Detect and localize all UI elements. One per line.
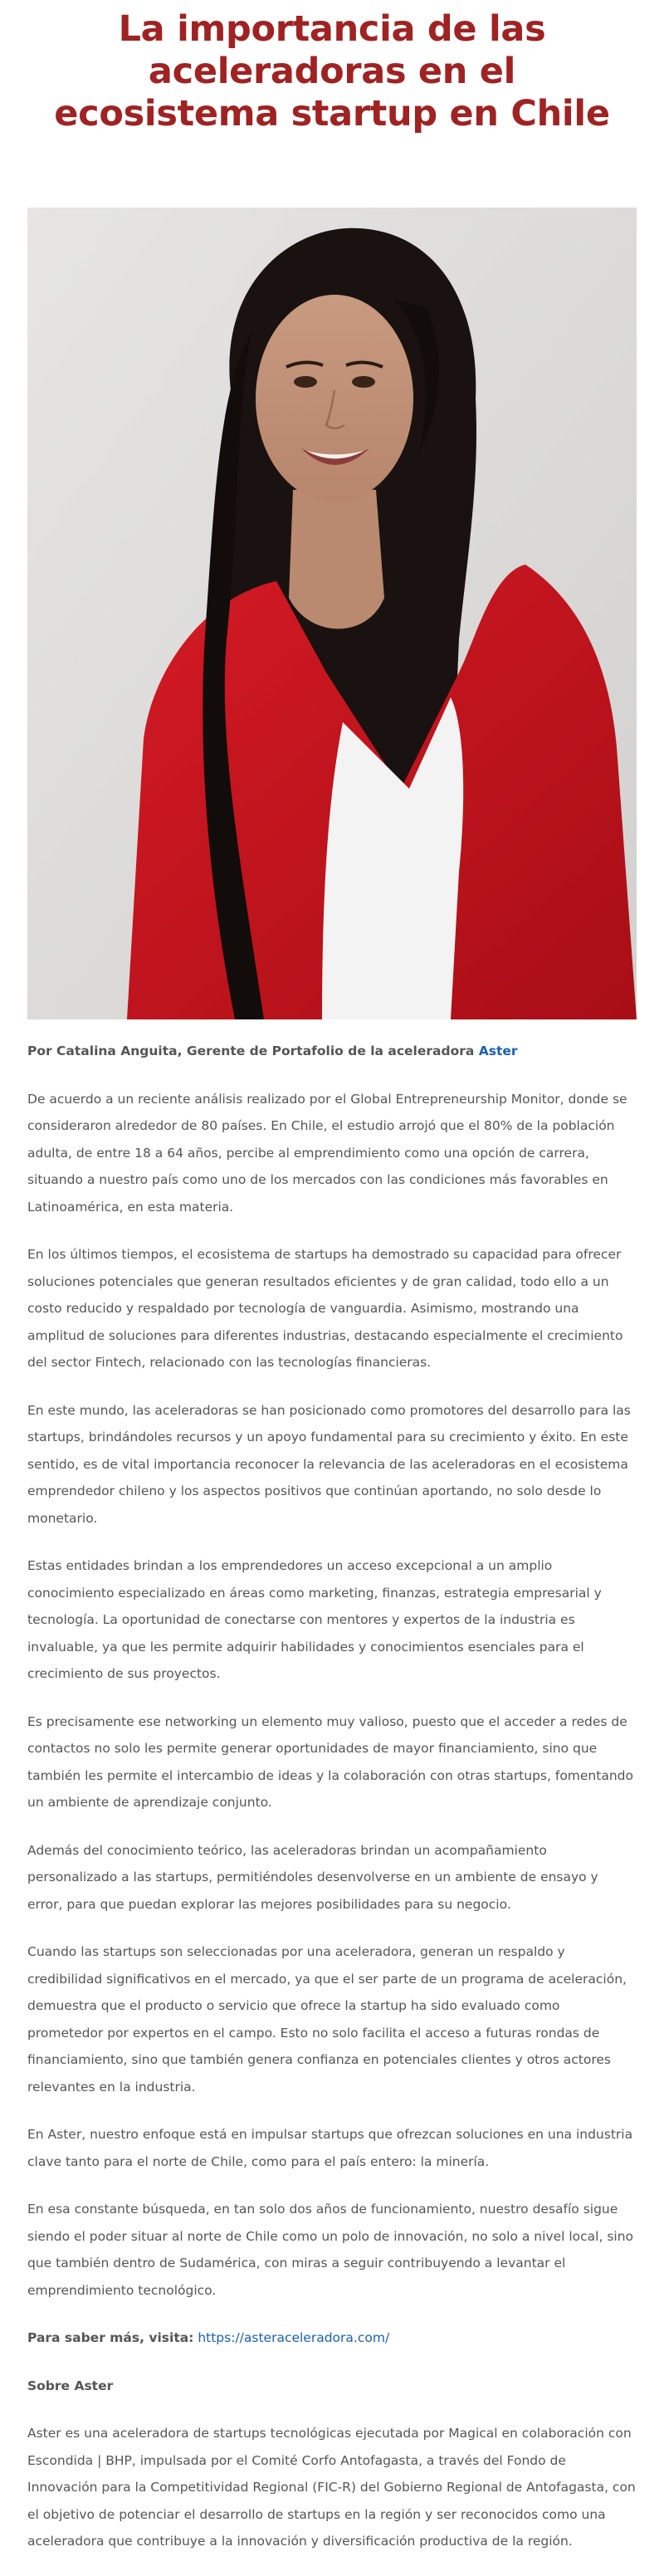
website-link[interactable]: https://asteraceleradora.com/ xyxy=(198,2330,390,2345)
paragraph: En este mundo, las aceleradoras se han posicionado como promotores del desarrollo para las startups, brindándoles recursos y un apoyo fundamental para su crecimiento y éxito. En este sentido, es de vital importancia reconocer la relevancia de las aceleradoras en el ecosistema emprendedor chileno y los aspectos positivos que continúan aportando, no solo desde lo monetario. xyxy=(27,1402,631,1526)
about-paragraph: Aster es una aceleradora de startups tecnológicas ejecutada por Magical en colaboración con Escondida | BHP, impulsada por el Comité Corfo Antofagasta, a través del Fondo de Innovación para la Competitividad Regional (FIC-R) del Gobierno Regional de Antofagasta, con el objetivo de potenciar el desarrollo de startups en la región y ser reconocidos como una aceleradora que contribuye a la innovación y diversificación productiva de la región. xyxy=(27,2426,636,2549)
author-photo xyxy=(27,208,637,1019)
paragraph: En los últimos tiempos, el ecosistema de startups ha demostrado su capacidad para ofrecer soluciones potenciales que generan resultados eficientes y de gran calidad, todo ello a un costo reducido y respaldado por tecnología de vanguardia. Asimismo, mostrando una amplitud de soluciones para diferentes industrias, destacando especialmente el crecimiento del sector Fintech, relacionado con las tecnologías financieras. xyxy=(27,1247,623,1370)
paragraph: Es precisamente ese networking un elemento muy valioso, puesto que el acceder a redes de contactos no solo les permite generar oportunidades de mayor financiamiento, sino que también les permite el intercambio de ideas y la colaboración con otras startups, fomentando un ambiente de aprendizaje conjunto. xyxy=(27,1713,633,1810)
more-info xyxy=(27,2324,637,2352)
paragraph: En esa constante búsqueda, en tan solo dos años de funcionamiento, nuestro desafío sigue siendo el poder situar al norte de Chile como un polo de innovación, no solo a nivel local, sino que también dentro de Sudamérica, con miras a seguir contribuyendo a levantar el emprendimiento tecnológico. xyxy=(27,2202,634,2298)
article-title: La importancia de las aceleradoras en el ecosistema startup en Chile xyxy=(54,8,610,134)
byline-text: Por Catalina Anguita, Gerente de Portafolio de la aceleradora xyxy=(27,1044,479,1058)
more-info-label: Para saber más, visita: xyxy=(27,2330,194,2345)
about-heading: Sobre Aster xyxy=(27,2378,114,2393)
paragraph: De acuerdo a un reciente análisis realizado por el Global Entrepreneurship Monitor, donde se consideraron alrededor de 80 países. En Chile, el estudio arrojó que el 80% de la población adulta, de entre 18 a 64 años, percibe al emprendimiento como una opción de carrera, situando a nuestro país como uno de los mercados con las condiciones más favorables en Latinoamérica, en esta materia. xyxy=(27,1091,627,1215)
paragraph: Además del conocimiento teórico, las aceleradoras brindan un acompañamiento personalizado a las startups, permitiéndoles desenvolverse en un ambiente de ensayo y error, para que puedan explorar las mejores posibilidades para su negocio. xyxy=(27,1842,598,1912)
byline xyxy=(27,1038,637,1065)
article-body xyxy=(27,1038,637,2576)
paragraph: Cuando las startups son seleccionadas por una aceleradora, generan un respaldo y credibilidad significativos en el mercado, ya que el ser parte de un programa de aceleración, demuestra que el producto o servicio que ofrece la startup ha sido evaluado como prometedor por expertos en el campo. Esto no solo facilita el acceso a futuras rondas de financiamiento, sino que también genera confianza en potenciales clientes y otros actores relevantes en la industria. xyxy=(27,1944,627,2095)
paragraph: En Aster, nuestro enfoque está en impulsar startups que ofrezcan soluciones en una industria clave tanto para el norte de Chile, como para el país entero: la minería. xyxy=(27,2127,633,2169)
paragraph: Estas entidades brindan a los emprendedores un acceso excepcional a un amplio conocimiento especializado en áreas como marketing, finanzas, estrategia empresarial y tecnología. La oportunidad de conectarse con mentores y expertos de la industria es invaluable, ya que les permite adquirir habilidades y conocimientos esenciales para el crecimiento de sus proyectos. xyxy=(27,1558,602,1681)
aster-link[interactable]: Aster xyxy=(478,1044,518,1058)
